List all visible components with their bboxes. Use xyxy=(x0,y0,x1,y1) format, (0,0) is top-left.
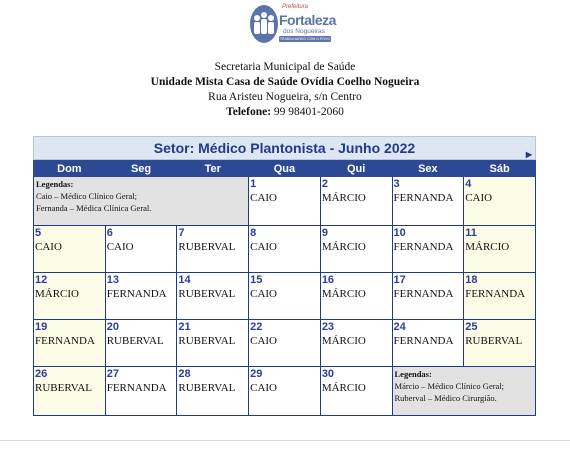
legend-cell-start xyxy=(34,177,249,226)
logo-fortaleza-text: Fortaleza xyxy=(279,12,336,28)
doctor-name: MÁRCIO xyxy=(321,288,366,300)
day-cell[interactable] xyxy=(34,320,106,367)
weekday-header: Ter xyxy=(177,161,249,177)
legend-line: Ruberval – Médico Cirurgião. xyxy=(394,393,497,403)
day-cell[interactable] xyxy=(249,320,321,367)
doctor-name: CAIO xyxy=(106,241,134,253)
day-number: 12 xyxy=(35,274,48,286)
day-cell[interactable] xyxy=(105,273,177,320)
day-cell[interactable] xyxy=(320,367,392,416)
day-number: 18 xyxy=(465,274,478,286)
legend-cell-end xyxy=(392,367,535,416)
day-cell[interactable] xyxy=(177,273,249,320)
weekday-header: Qua xyxy=(249,161,321,177)
phone-value: 99 98401-2060 xyxy=(273,106,344,118)
day-number: 23 xyxy=(321,321,335,333)
doctor-name: CAIO xyxy=(250,288,277,300)
day-number: 27 xyxy=(106,368,119,380)
day-cell[interactable] xyxy=(177,226,249,273)
logo-tagline-bar xyxy=(279,36,331,42)
legend-line: Caio – Médico Clínico Geral; xyxy=(36,191,138,201)
day-cell[interactable] xyxy=(249,273,321,320)
day-cell[interactable] xyxy=(464,226,536,273)
day-cell[interactable] xyxy=(249,226,321,273)
week-row xyxy=(34,367,536,416)
day-number: 6 xyxy=(106,227,113,239)
weekday-header: Sex xyxy=(392,161,464,177)
doctor-name: RUBERVAL xyxy=(178,335,236,347)
calendar-title: Setor: Médico Plantonista - Junho 2022 xyxy=(153,140,416,156)
doctor-name: CAIO xyxy=(35,241,62,253)
address-line: Rua Aristeu Nogueira, s/n Centro xyxy=(208,91,362,103)
day-cell[interactable] xyxy=(249,367,321,416)
weekday-header: Dom xyxy=(34,161,106,177)
weekday-header: Sáb xyxy=(464,161,536,177)
day-cell[interactable] xyxy=(105,226,177,273)
doctor-name: MÁRCIO xyxy=(321,241,366,253)
day-cell[interactable] xyxy=(177,320,249,367)
day-number: 22 xyxy=(250,321,263,333)
logo-prefeitura-text: Prefeitura xyxy=(282,4,309,10)
week-row xyxy=(34,177,536,226)
day-number: 17 xyxy=(393,274,406,286)
phone-label: Telefone: xyxy=(226,106,272,118)
prefeitura-logo xyxy=(249,4,336,46)
day-number: 19 xyxy=(35,321,48,333)
day-cell[interactable] xyxy=(392,177,464,226)
doctor-name: CAIO xyxy=(250,382,277,394)
doctor-name: RUBERVAL xyxy=(465,335,523,347)
doctor-name: FERNANDA xyxy=(393,288,454,300)
day-cell[interactable] xyxy=(464,320,536,367)
calendar-grid xyxy=(33,160,536,416)
logo-tagline: TRABALHANDO COM O POVO xyxy=(279,37,331,41)
doctor-name: CAIO xyxy=(250,192,277,204)
logo-nogueiras-text: dos Nogueiras xyxy=(283,28,325,35)
day-cell[interactable] xyxy=(320,273,392,320)
doctor-name: CAIO xyxy=(250,335,277,347)
day-cell[interactable] xyxy=(105,367,177,416)
legend-line: Márcio – Médico Clínico Geral; xyxy=(394,381,505,391)
next-month-icon[interactable]: ▶ xyxy=(525,150,532,159)
day-cell[interactable] xyxy=(34,367,106,416)
doctor-name: CAIO xyxy=(465,192,493,204)
day-number: 16 xyxy=(321,274,335,286)
doctor-name: RUBERVAL xyxy=(178,288,236,300)
doctor-name: MÁRCIO xyxy=(465,241,510,253)
doctor-name: FERNANDA xyxy=(106,382,167,394)
doctor-name: MÁRCIO xyxy=(321,335,366,347)
day-number: 25 xyxy=(465,321,478,333)
day-cell[interactable] xyxy=(392,226,464,273)
day-number: 8 xyxy=(250,227,257,239)
phone-line xyxy=(0,105,570,120)
day-cell[interactable] xyxy=(464,177,536,226)
doctor-name: RUBERVAL xyxy=(106,335,164,347)
day-number: 2 xyxy=(321,178,328,190)
doctor-name: RUBERVAL xyxy=(178,241,236,253)
week-row xyxy=(34,226,536,273)
doctor-name: RUBERVAL xyxy=(35,382,92,394)
weekday-header: Seg xyxy=(105,161,177,177)
day-number: 3 xyxy=(393,178,400,190)
legend-line: Fernanda – Médica Clínica Geral. xyxy=(36,203,152,213)
doctor-name: FERNANDA xyxy=(393,335,454,347)
footer-divider xyxy=(0,440,570,441)
week-row xyxy=(34,320,536,367)
doctor-name: RUBERVAL xyxy=(178,382,236,394)
doctor-name: MÁRCIO xyxy=(321,192,366,204)
logo-emblem-icon xyxy=(249,4,279,44)
legend-title: Legendas: xyxy=(36,179,74,189)
day-number: 30 xyxy=(321,368,335,380)
day-number: 7 xyxy=(178,227,185,239)
secretaria-line: Secretaria Municipal de Saúde xyxy=(214,61,356,73)
doctor-name: FERNANDA xyxy=(393,241,454,253)
day-number: 15 xyxy=(250,274,263,286)
day-cell[interactable] xyxy=(320,226,392,273)
schedule-calendar xyxy=(33,136,536,416)
doctor-name: MÁRCIO xyxy=(35,288,80,300)
page-header xyxy=(0,60,570,120)
day-number: 4 xyxy=(465,178,472,190)
day-number: 13 xyxy=(106,274,119,286)
doctor-name: FERNANDA xyxy=(393,192,454,204)
week-row xyxy=(34,273,536,320)
day-number: 21 xyxy=(178,321,191,333)
day-number: 29 xyxy=(250,368,263,380)
doctor-name: FERNANDA xyxy=(35,335,95,347)
day-cell[interactable] xyxy=(320,320,392,367)
day-number: 11 xyxy=(465,227,477,239)
day-number: 14 xyxy=(178,274,191,286)
day-number: 28 xyxy=(178,368,191,380)
doctor-name: FERNANDA xyxy=(465,288,526,300)
day-cell[interactable] xyxy=(34,273,106,320)
day-cell[interactable] xyxy=(177,367,249,416)
day-cell[interactable] xyxy=(249,177,321,226)
day-number: 10 xyxy=(393,227,406,239)
day-cell[interactable] xyxy=(392,273,464,320)
day-number: 5 xyxy=(35,227,42,239)
doctor-name: CAIO xyxy=(250,241,277,253)
weekday-header-row xyxy=(34,161,536,177)
day-cell[interactable] xyxy=(105,320,177,367)
day-cell[interactable] xyxy=(320,177,392,226)
day-cell[interactable] xyxy=(34,226,106,273)
unidade-line: Unidade Mista Casa de Saúde Ovídia Coelho Nogueira xyxy=(150,76,420,88)
doctor-name: FERNANDA xyxy=(106,288,167,300)
day-cell[interactable] xyxy=(464,273,536,320)
day-number: 20 xyxy=(106,321,119,333)
day-number: 24 xyxy=(393,321,406,333)
legend-title: Legendas: xyxy=(394,369,432,379)
day-number: 26 xyxy=(35,368,48,380)
doctor-name: MÁRCIO xyxy=(321,382,366,394)
weekday-header: Qui xyxy=(320,161,392,177)
day-number: 1 xyxy=(250,178,257,190)
day-cell[interactable] xyxy=(392,320,464,367)
day-number: 9 xyxy=(321,227,328,239)
calendar-title-bar xyxy=(33,136,536,160)
